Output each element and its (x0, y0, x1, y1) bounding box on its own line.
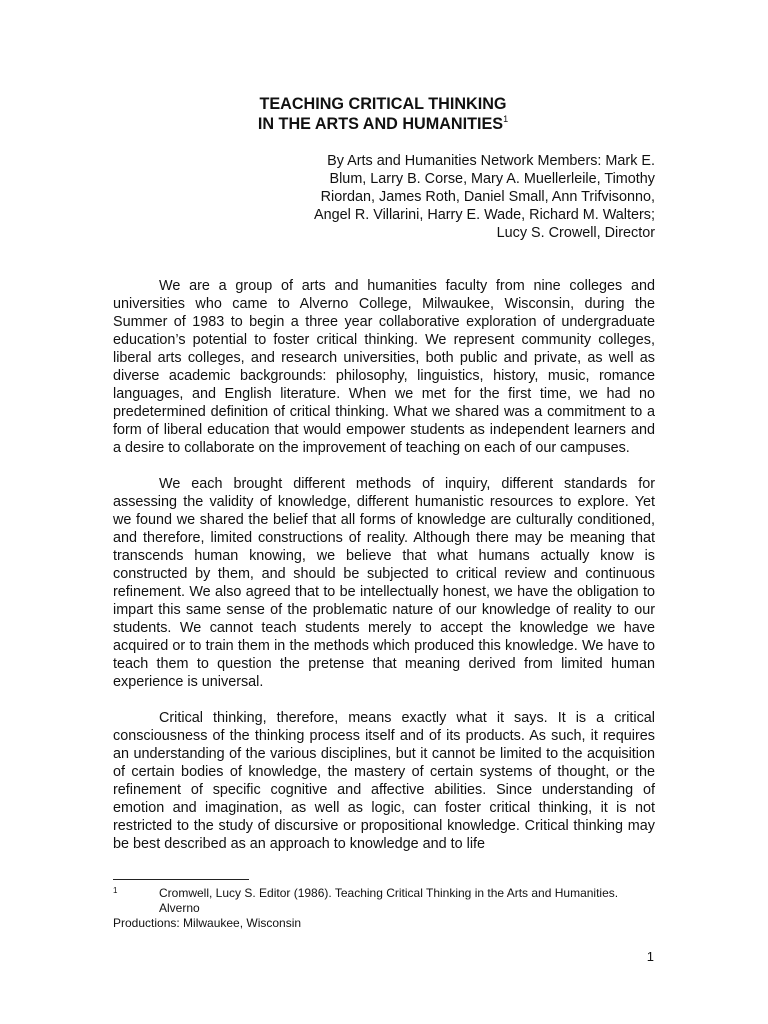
byline-line: Angel R. Villarini, Harry E. Wade, Richard M. Walters; (314, 207, 655, 223)
byline-line: Blum, Larry B. Corse, Mary A. Muellerleile, Timothy (329, 171, 655, 187)
footnote (113, 886, 655, 931)
byline-line: Lucy S. Crowell, Director (496, 225, 655, 241)
title-text-2: IN THE ARTS AND HUMANITIES (257, 115, 504, 133)
footnote-divider (113, 879, 249, 880)
document-title-line-2 (113, 114, 653, 134)
body-text (113, 277, 655, 853)
footnote-line-2: Alverno (159, 901, 200, 915)
paragraph-2: We each brought different methods of inquiry, different standards for assessing the validity of knowledge, different humanistic resources to explore. Yet we found we shared the belief that all forms of knowledge are culturally conditioned, and therefore, limited constructions of reality. Although there may be meaning that transcends human knowing, we believe that what humans actually know is constructed by them, and should be subjected to critical review and continuous refinement. We also agreed that to be intellectually honest, we have the obligation to impart this same sense of the problematic nature of our knowledge of reality to our students. We cannot teach students merely to accept the knowledge we have acquired or to train them in the methods which produced this knowledge. We have to teach them to question the pretense that meaning derived from limited human experience is universal. (113, 476, 655, 690)
paragraph-3: Critical thinking, therefore, means exactly what it says. It is a critical consciousness of the thinking process itself and of its products. As such, it requires an understanding of the various disciplines, but it cannot be limited to the acquisition of certain bodies of knowledge, the mastery of certain systems of thought, or the refinement of specific cognitive and affective abilities. Since understanding of emotion and imagination, as well as logic, can foster critical thinking, it is not restricted to the study of discursive or propositional knowledge. Critical thinking may be best described as an approach to knowledge and to life (113, 710, 655, 852)
footnote-text-1: Cromwell, Lucy S. Editor (1986). Teaching Critical Thinking in the Arts and Humanities. (159, 886, 619, 900)
author-byline (255, 152, 655, 242)
document-title-line-1 (113, 94, 653, 114)
paragraph-1: We are a group of arts and humanities faculty from nine colleges and universities who came to Alverno College, Milwaukee, Wisconsin, during the Summer of 1983 to begin a three year collaborative exploration of undergraduate education’s potential to foster critical thinking. We represent community colleges, liberal arts colleges, and research universities, both public and private, as well as diverse academic backgrounds: philosophy, linguistics, history, music, romance languages, and English literature. When we met for the first time, we had no predetermined definition of critical thinking. What we shared was a commitment to a form of liberal education that would empower students as independent learners and a desire to collaborate on the improvement of teaching on each of our campuses. (113, 278, 655, 456)
byline-line: Riordan, James Roth, Daniel Small, Ann Trifvisonno, (320, 189, 655, 205)
byline-line: By Arts and Humanities Network Members: Mark E. (327, 153, 655, 169)
title-text-1: TEACHING CRITICAL THINKING (259, 95, 507, 113)
footnote-line-3: Productions: Milwaukee, Wisconsin (113, 916, 302, 930)
page-number: 1 (646, 949, 654, 964)
footnote-line-1: 1 Cromwell, Lucy S. Editor (1986). Teaching Critical Thinking in the Arts and Humanities. (113, 886, 619, 900)
title-footnote-ref[interactable]: 1 (503, 114, 509, 124)
